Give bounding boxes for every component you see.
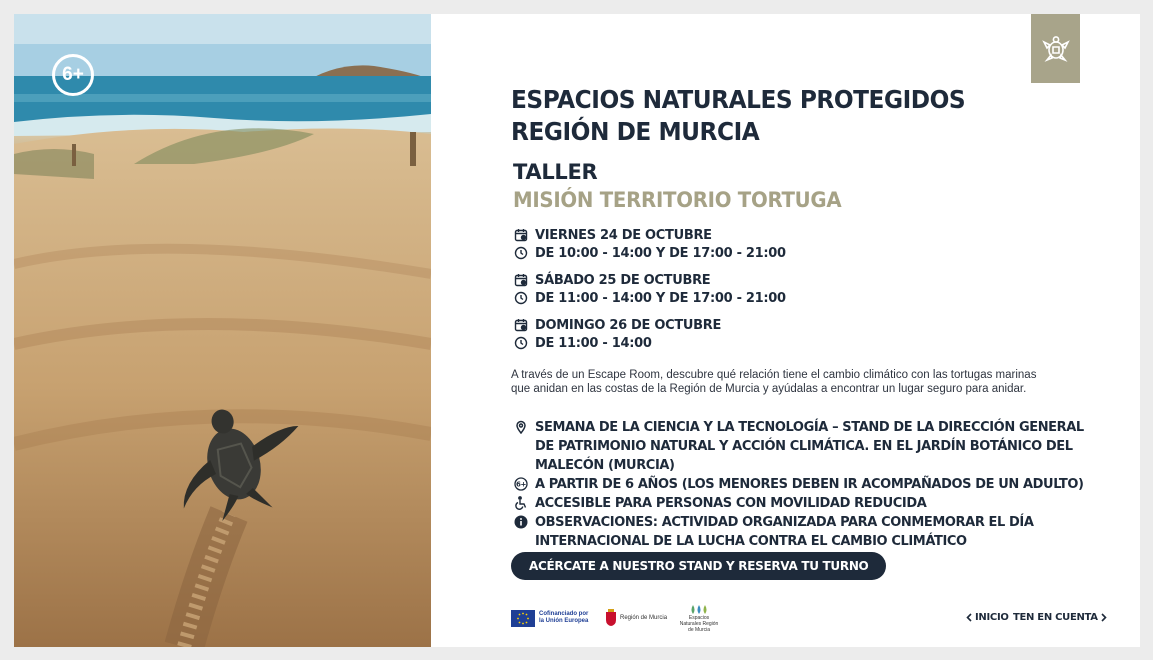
eu-logo: Cofinanciado por la Unión Europea [511,610,593,627]
svg-text:6+: 6+ [516,480,526,489]
info-list [514,418,1084,551]
title-line-2: REGIÓN DE MURCIA [511,117,760,146]
schedule-date: DOMINGO 26 DE OCTUBRE [535,317,722,333]
coat-of-arms-icon [605,609,617,627]
schedule-item [514,316,786,352]
notes-text: OBSERVACIONES: ACTIVIDAD ORGANIZADA PARA CONMEMORAR EL DÍA INTERNACIONAL DE LA LUCHA CONTRA EL CAMBIO CLIMÁTICO [535,515,1034,549]
clock-icon [514,246,528,260]
reserve-turn-button[interactable]: ACÉRCATE A NUESTRO STAND Y RESERVA TU TURNO [511,552,886,580]
schedule-date: VIERNES 24 DE OCTUBRE [535,227,712,243]
calendar-icon [514,318,528,332]
clock-icon [514,291,528,305]
schedule-hours: DE 11:00 - 14:00 [535,335,652,351]
eu-flag-icon [511,610,535,627]
calendar-icon [514,273,528,287]
title-line-1: ESPACIOS NATURALES PROTEGIDOS [511,85,966,114]
schedule-list [514,226,786,361]
age-rating-badge: 6+ [52,54,94,96]
schedule-item [514,226,786,262]
slide-card [14,14,1140,647]
info-notes [514,513,1084,551]
age-text: A PARTIR DE 6 AÑOS (LOS MENORES DEBEN IR ACOMPAÑADOS DE UN ADULTO) [535,477,1084,492]
wheelchair-icon [514,496,528,510]
info-icon [514,515,528,529]
workshop-label: TALLER [513,160,598,184]
info-location [514,418,1084,475]
clock-icon [514,336,528,350]
schedule-hours: DE 10:00 - 14:00 Y DE 17:00 - 21:00 [535,245,786,261]
nav-home-link[interactable]: INICIO [966,612,1009,623]
info-age [514,475,1084,494]
workshop-name: MISIÓN TERRITORIO TORTUGA [513,188,842,212]
drops-icon [689,604,709,615]
accessibility-text: ACCESIBLE PARA PERSONAS CON MOVILIDAD REDUCIDA [535,496,927,511]
calendar-icon [514,228,528,242]
location-pin-icon [514,420,528,434]
age-six-plus-icon [514,477,528,491]
activity-description: A través de un Escape Room, descubre qué relación tiene el cambio climático con las tortugas marinas que anidan en las costas de la Región de Murcia y ayúdalas a encontrar un lugar seguro para anidar. [511,369,1037,395]
turtle-icon [1031,14,1080,83]
espacios-naturales-logo: Espacios Naturales Región de Murcia [679,604,719,633]
schedule-date: SÁBADO 25 DE OCTUBRE [535,272,711,288]
location-text: SEMANA DE LA CIENCIA Y LA TECNOLOGÍA – STAND DE LA DIRECCIÓN GENERAL DE PATRIMONIO NATURAL Y ACCIÓN CLIMÁTICA. EN EL JARDÍN BOTÁNICO DEL MALECÓN (MURCIA) [535,420,1084,473]
schedule-hours: DE 11:00 - 14:00 Y DE 17:00 - 21:00 [535,290,786,306]
beach-turtle-photo [14,14,431,647]
chevron-right-icon [1101,613,1107,622]
chevron-left-icon [966,613,972,622]
schedule-item [514,271,786,307]
sponsor-logos [511,606,719,633]
page-title [511,84,965,148]
info-accessibility [514,494,1084,513]
region-murcia-logo: Región de Murcia [605,609,667,627]
nav-next-link[interactable]: TEN EN CUENTA [1013,612,1107,623]
